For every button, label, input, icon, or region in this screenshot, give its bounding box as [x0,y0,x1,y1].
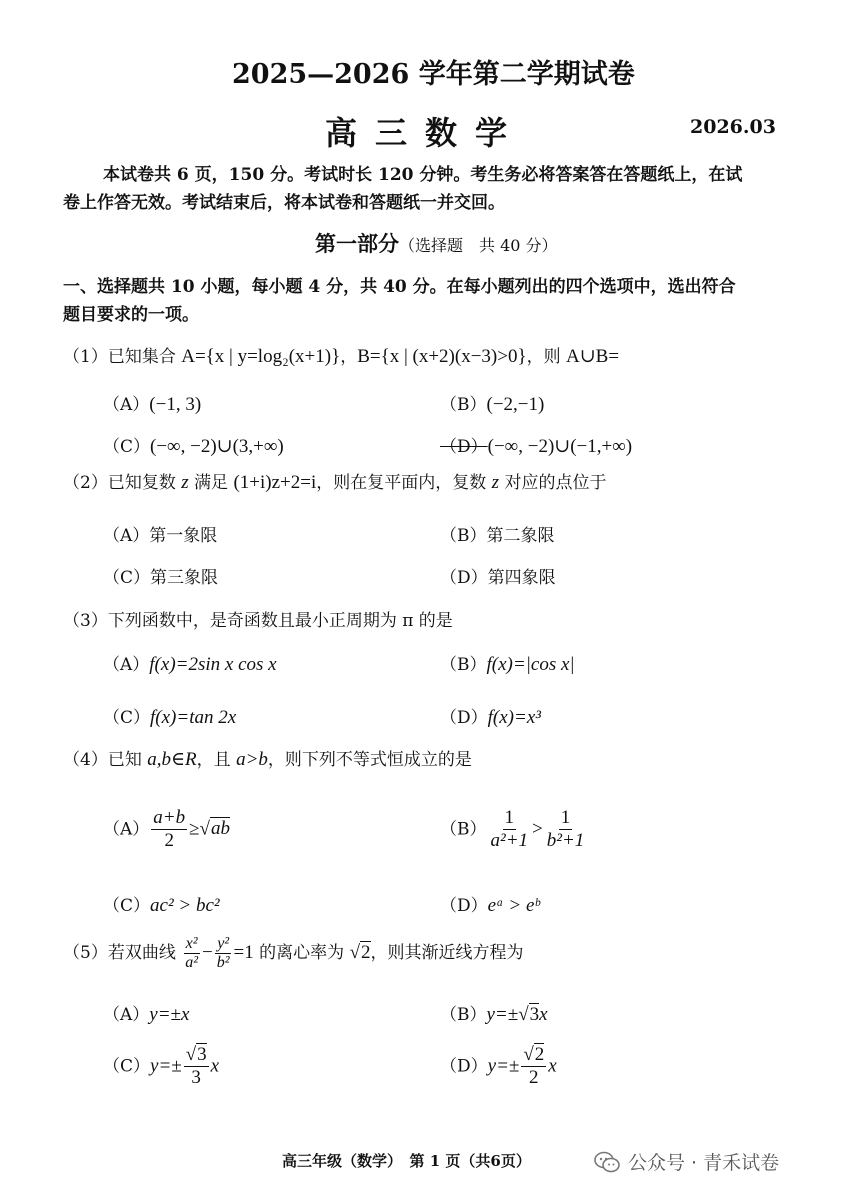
option-label: （B） [440,655,487,675]
question-text: ，则其渐近线方程为 [370,942,524,963]
option-label: （C） [103,568,151,588]
option-text: ac² > bc² [150,895,220,916]
q4-option-d [440,891,540,917]
q4-option-a [103,808,230,852]
denominator: 2 [529,1066,539,1088]
part-title: 第一部分 [315,231,399,256]
fraction [151,808,187,852]
fraction [184,1045,209,1089]
option-label: （D） [440,708,488,728]
question-text: ，则在复平面内，复数 [316,473,492,493]
q1-option-d [440,432,632,458]
question-number: （3） [63,611,108,631]
exam-date: 2026.03 [690,116,776,138]
q5-option-d [440,1045,557,1089]
instructions-line-1: 本试卷共 6 页，150 分。考试时长 120 分钟。考生务必将答案答在答题纸上，在试 [103,165,743,185]
question-text: 满足 [188,473,234,493]
option-label: （A） [103,819,150,840]
numerator: x² [185,935,198,952]
q1-option-a [103,390,201,416]
q5-option-b [440,1000,548,1026]
numerator: 1 [504,807,515,828]
numerator: a+b [153,807,186,828]
q2-option-a [103,521,217,546]
condition: a>b [236,749,268,770]
question-text: 下列函数中，是奇函数且最小正周期为 π 的是 [107,611,453,631]
radicand: 3 [197,1044,207,1065]
option-label: （D） [440,437,488,457]
sqrt-symbol: √ [518,1004,529,1025]
denominator: b² [216,953,230,971]
option-text: 第二象限 [486,526,555,546]
option-label: （A） [103,655,150,675]
q5-option-c [103,1045,219,1089]
option-label: （D） [440,1056,488,1077]
question-text: 的离心率为 [253,942,350,963]
watermark-text: 公众号 · 青禾试卷 [628,1152,780,1174]
option-label: （C） [103,1056,151,1077]
option-label: （A） [103,395,150,415]
question-text: ，且 [196,750,237,770]
q2-option-b [440,521,555,546]
part-heading [315,228,558,258]
option-text: 第四象限 [487,568,556,588]
sqrt-symbol: √ [199,818,210,840]
option-text: f(x)=|cos x| [486,654,575,675]
part-note: （选择题 共 40 分） [399,236,558,255]
question-text: 已知 [107,750,148,770]
denominator: a²+1 [490,829,529,851]
option-text: x [539,1004,548,1025]
sqrt-symbol: √ [523,1044,534,1065]
question-3-stem [63,606,453,631]
option-text: f(x)=tan 2x [150,707,237,728]
operator: − [202,941,213,963]
option-text: 第一象限 [149,526,218,546]
question-text: ， [340,347,358,367]
set-b: B={x | (x+2)(x−3)>0} [357,346,527,367]
numerator [184,1045,209,1067]
numerator: 1 [560,807,571,828]
question-text: 已知集合 [107,347,182,367]
fraction [215,935,232,972]
question-number: （1） [63,347,108,367]
option-text: x [210,1055,220,1077]
q5-option-a [103,1000,189,1026]
exam-title: 2025—2026 学年第二学期试卷 [232,59,635,90]
q3-option-b [440,650,575,676]
variable-z: z [491,472,500,493]
question-text: ，则 [526,347,566,367]
option-text: (−∞, −2)∪(−1,+∞) [487,436,633,457]
relation: > [532,818,543,840]
q2-option-c [103,563,218,588]
q3-option-a [103,650,277,676]
option-label: （B） [440,819,487,840]
page-footer: 高三年级（数学） 第 1 页（共6页） [282,1152,531,1170]
option-label: （B） [440,1005,487,1025]
question-number: （2） [63,473,108,493]
question-number: （5） [63,942,108,963]
option-label: （B） [440,526,487,546]
radicand: 2 [361,941,371,963]
option-label: （C） [103,896,151,916]
denominator: a² [185,953,199,971]
sqrt-symbol: √ [185,1044,197,1065]
fraction [183,935,200,972]
option-text: y=±x [149,1004,190,1025]
numerator [521,1045,546,1067]
option-label: （D） [440,896,488,916]
condition: a,b∈R [147,749,197,770]
denominator: b²+1 [546,829,585,851]
radicand: ab [210,818,230,840]
denominator: 3 [191,1066,201,1088]
q4-option-b [440,808,588,852]
option-text: f(x)=2sin x cos x [149,654,277,675]
option-label: （A） [103,526,150,546]
option-text: f(x)=x³ [487,707,541,728]
option-text: (−∞, −2)∪(3,+∞) [150,436,284,457]
option-text: x [548,1055,557,1077]
q1-option-c [103,432,284,458]
q3-option-c [103,703,236,729]
equation: =1 [233,941,254,963]
option-label: （A） [103,1005,150,1025]
fraction [545,808,587,852]
option-text: 第三象限 [150,568,219,588]
question-text: 已知复数 [107,473,182,493]
equation: (1+i)z+2=i [233,472,317,493]
denominator: 2 [164,829,174,851]
question-5-stem [63,935,524,972]
section-instructions-line-2: 题目要求的一项。 [63,305,199,325]
variable-z: z [181,472,189,493]
watermark [594,1148,779,1175]
q1-option-b [440,390,544,416]
option-text: y=± [486,1004,519,1025]
option-label: （C） [103,708,151,728]
option-text: eᵃ > eᵇ [487,895,540,916]
question-text: 对应的点位于 [499,473,607,493]
numerator: y² [217,935,230,952]
option-label: （B） [440,395,487,415]
question-4-stem [63,745,472,771]
wechat-icon [594,1150,620,1174]
question-1-stem [63,342,619,368]
fraction [489,808,531,852]
q4-option-c [103,891,220,917]
q2-option-d [440,563,556,588]
relation: ≥ [189,818,200,840]
q3-option-d [440,703,541,729]
fraction [521,1045,546,1089]
sqrt-symbol: √ [349,941,361,963]
section-instructions-line-1: 一、选择题共 10 小题，每小题 4 分，共 40 分。在每小题列出的四个选项中，选出符合 [63,277,736,297]
option-text: (−1, 3) [149,394,202,415]
option-text: y=± [150,1055,182,1077]
option-label: （D） [440,568,488,588]
option-label: （C） [103,437,151,457]
union-expression: A∪B= [566,346,620,367]
question-number: （4） [63,750,108,770]
option-text: y=± [487,1055,520,1077]
radicand: 3 [529,1004,540,1025]
radicand: 2 [534,1044,545,1065]
question-2-stem [63,468,606,494]
option-text: (−2,−1) [486,394,545,415]
question-text: 若双曲线 [107,942,182,963]
subject-title: 高三数学 [325,114,526,152]
instructions-line-2: 卷上作答无效。考试结束后，将本试卷和答题纸一并交回。 [63,193,505,213]
question-text: ，则下列不等式恒成立的是 [267,750,472,770]
set-a: A={x | y=log₂(x+1)} [181,346,341,367]
